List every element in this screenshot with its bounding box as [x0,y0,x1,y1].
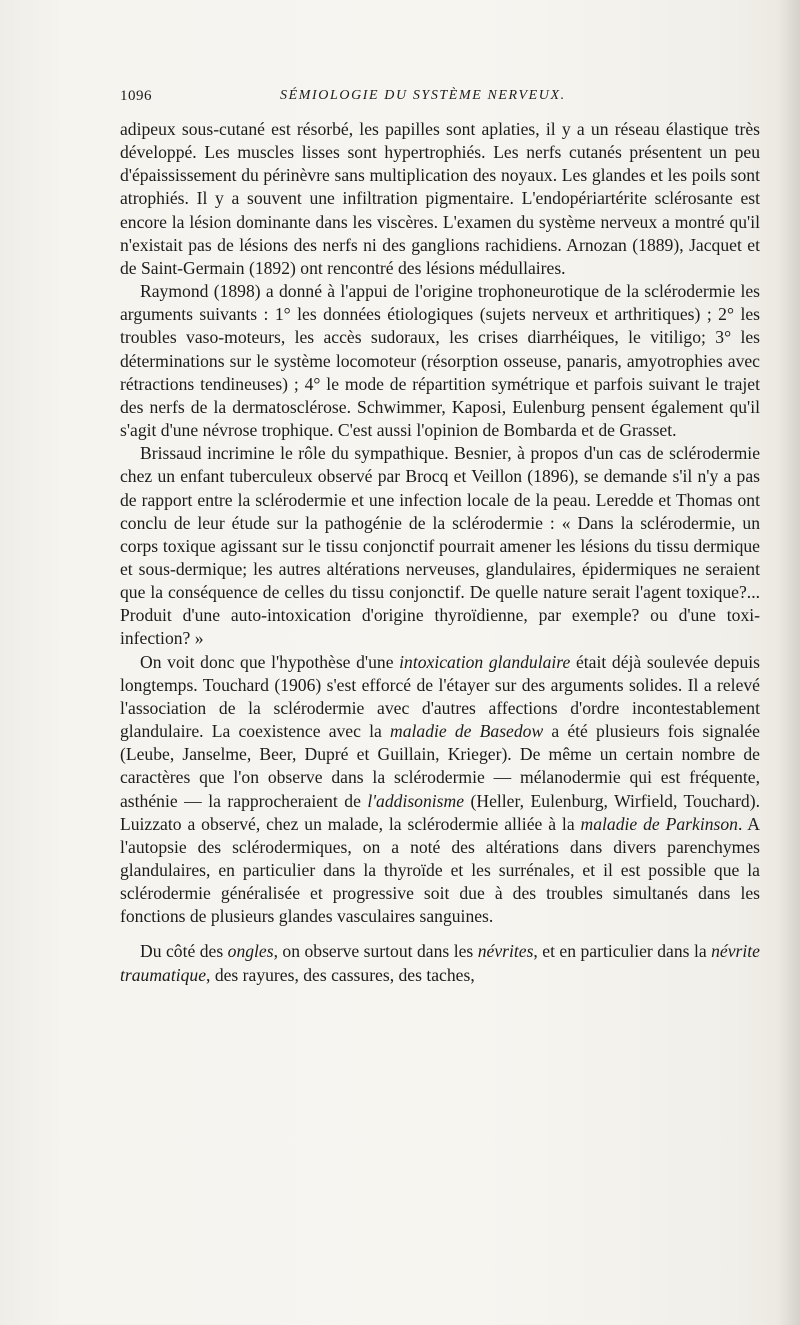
paragraph-5-text-b: , on observe surtout dans les [273,941,478,962]
paragraph-5-text-a: Du côté des [140,941,228,962]
page-edge-shadow [778,0,800,1325]
paragraph-4-text-e: . A l'autopsie des sclérodermiques, on a noté des altérations dans divers parenchymes glandulaires, en particulier dans la thyroïde et les surrénales, et il est possible que la sclérodermie généralisée et progressive soit due à des troubles simultanés dans les fonctions de plusieurs glandes vasculaires sanguines. [120,813,760,927]
emphasis-nevrites: névrites [477,941,534,962]
paragraph-4-text-d: (Heller, Eulenburg, Wirfield, Touchard). Luizzato a observé, chez un malade, la sclérodermie alliée à la [120,790,760,834]
paragraph-5 [120,940,760,986]
paragraph-2: Raymond (1898) a donné à l'appui de l'origine trophoneurotique de la sclérodermie les arguments suivants : 1° les données étiologiques (sujets nerveux et arthritiques) ; 2° les troubles vaso-moteurs, les accès sudoraux, les crises diarrhéiques, le vitiligo; 3° les déterminations sur le système locomoteur (résorption osseuse, panaris, amyotrophies avec rétractions tendineuses) ; 4° le mode de répartition symétrique et parfois suivant le trajet des nerfs de la dermatosclérose. Schwimmer, Kaposi, Eulenburg pensent également qu'il s'agit d'une névrose trophique. C'est aussi l'opinion de Bombarda et de Grasset. [120,281,760,441]
paragraph-4 [120,651,760,929]
page-number: 1096 [120,88,152,104]
emphasis-maladie-de-parkinson: maladie de Parkinson [580,813,738,834]
page-header [120,88,760,112]
paragraph-4-text-a: On voit donc que l'hypothèse d'une [140,651,400,672]
paragraph-5-text-d: , des rayures, des cassures, des taches, [206,964,475,985]
paragraph-3: Brissaud incrimine le rôle du sympathique. Besnier, à propos d'un cas de sclérodermie chez un enfant tuberculeux observé par Brocq et Veillon (1896), se demande s'il n'y a pas de rapport entre la sclérodermie et une infection locale de la peau. Leredde et Thomas ont conclu de leur étude sur la pathogénie de la sclérodermie : « Dans la sclérodermie, un corps toxique agissant sur le tissu conjonctif pourrait amener les lésions du tissu dermique et sous-dermique; les autres altérations nerveuses, glandulaires, épidermiques ne seraient que la conséquence de celles du tissu conjonctif. De quelle nature serait l'agent toxique?... Produit d'une auto-intoxication d'origine thyroïdienne, par exemple? ou d'une toxi-infection? » [120,443,760,649]
emphasis-nevrite-traumatique: névrite traumatique [120,941,760,985]
paragraph-5-text-c: , et en particulier dans la [533,941,712,962]
paragraph-4-text-b: était déjà soulevée depuis longtemps. Touchard (1906) s'est efforcé de l'étayer sur des arguments solides. Il a relevé l'association de la sclérodermie avec d'autres affections d'ordre incontestablement glandulaire. La coexistence avec la [120,651,760,742]
emphasis-ongles: ongles [227,941,274,962]
paragraph-4-text-c: a été plusieurs fois signalée (Leube, Janselme, Beer, Dupré et Guillain, Krieger). De même un certain nombre de caractères que l'on observe dans la sclérodermie — mélanodermie qui est fréquente, asthénie — la rapprocheraient de [120,721,760,811]
paragraph-1: adipeux sous-cutané est résorbé, les papilles sont aplaties, il y a un réseau élastique très développé. Les muscles lisses sont hypertrophiés. Les nerfs cutanés présentent un peu d'épaississement du périnèvre sans multiplication des noyaux. Les glandes et les poils sont atrophiés. Il y a souvent une infiltration pigmentaire. L'endopériartérite sclérosante est encore la lésion dominante dans les viscères. L'examen du système nerveux a montré qu'il n'existait pas de lésions des nerfs ni des ganglions rachidiens. Arnozan (1889), Jacquet et de Saint-Germain (1892) ont rencontré des lésions médullaires. [120,119,760,278]
emphasis-intoxication-glandulaire: intoxication glandulaire [399,651,571,672]
body-text [120,118,760,987]
emphasis-maladie-de-basedow: maladie de Basedow [390,721,544,742]
emphasis-addisonisme: l'addisonisme [367,790,465,811]
running-title: SÉMIOLOGIE DU SYSTÈME NERVEUX. [280,88,566,103]
